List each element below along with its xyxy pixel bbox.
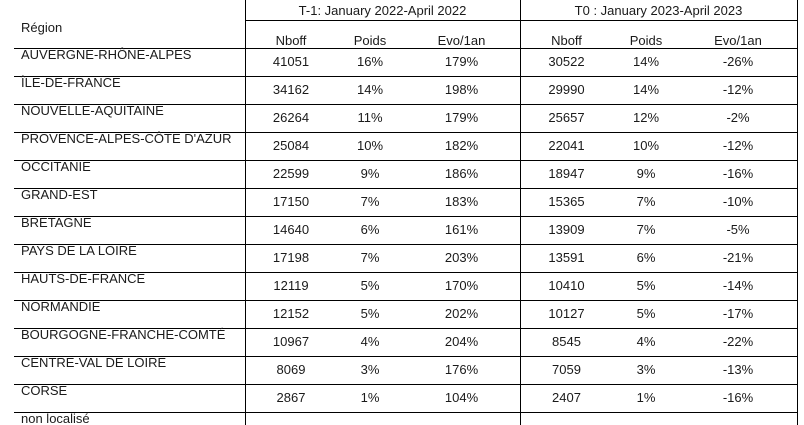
t1-poids-cell: 9% <box>360 166 380 181</box>
t1-poids-cell: 16% <box>356 54 384 69</box>
region-name: GRAND-EST <box>21 187 98 202</box>
t0-evo-cell: -12% <box>722 138 754 153</box>
t1-nboff-cell: 25084 <box>272 138 310 153</box>
t1-poids-cell: 5% <box>360 278 380 293</box>
t0-poids-cell: 5% <box>636 278 656 293</box>
t0-poids-cell: 3% <box>636 362 656 377</box>
column-divider <box>797 0 798 425</box>
t0-evo-cell: -16% <box>722 390 754 405</box>
t1-nboff-cell: 17150 <box>272 194 310 209</box>
region-name: CENTRE-VAL DE LOIRE <box>21 355 167 370</box>
row-divider <box>14 188 798 189</box>
t1-evo-cell: 161% <box>444 222 479 237</box>
row-divider <box>14 76 798 77</box>
t1-nboff-cell: 12119 <box>273 278 309 293</box>
t1-poids-cell: 6% <box>360 222 380 237</box>
t0-evo-cell: -16% <box>722 166 754 181</box>
period-t0-header: T0 : January 2023-April 2023 <box>574 3 743 18</box>
t0-evo-cell: -5% <box>726 222 750 237</box>
t1-nboff-cell: 12152 <box>272 306 310 321</box>
row-divider <box>14 384 798 385</box>
t1-poids-cell: 5% <box>360 306 380 321</box>
t1-evo-cell: 176% <box>444 362 479 377</box>
t1-evo-header: Evo/1an <box>437 33 486 48</box>
t0-poids-cell: 4% <box>636 334 656 349</box>
t0-evo-cell: -2% <box>726 110 750 125</box>
t1-evo-cell: 204% <box>444 334 479 349</box>
t1-poids-cell: 4% <box>360 334 380 349</box>
region-name: NOUVELLE-AQUITAINE <box>21 103 164 118</box>
t1-poids-cell: 7% <box>360 250 380 265</box>
region-column-header: Région <box>21 20 63 35</box>
t1-nboff-cell: 17198 <box>272 250 310 265</box>
t0-nboff-cell: 15365 <box>548 194 585 209</box>
t1-evo-cell: 202% <box>444 306 479 321</box>
region-name: BOURGOGNE-FRANCHE-COMTÉ <box>21 327 226 342</box>
region-name: NORMANDIE <box>21 299 101 314</box>
t1-evo-cell: 104% <box>444 390 479 405</box>
t0-evo-cell: -10% <box>722 194 754 209</box>
t0-poids-cell: 14% <box>632 54 660 69</box>
t0-nboff-cell: 29990 <box>548 82 585 97</box>
t0-poids-header: Poids <box>629 33 663 48</box>
period-t1-header: T-1: January 2022-April 2022 <box>298 3 467 18</box>
t1-nboff-cell: 14640 <box>272 222 310 237</box>
t1-evo-cell: 183% <box>444 194 479 209</box>
t0-nboff-cell: 13909 <box>548 222 585 237</box>
t0-evo-cell: -21% <box>722 250 754 265</box>
row-divider <box>14 412 798 413</box>
t0-evo-cell: -22% <box>722 334 754 349</box>
t0-nboff-cell: 25657 <box>548 110 585 125</box>
t0-evo-header: Evo/1an <box>714 33 762 48</box>
t0-poids-cell: 14% <box>632 82 660 97</box>
t1-evo-cell: 182% <box>444 138 479 153</box>
t0-nboff-cell: 18947 <box>548 166 585 181</box>
t1-nboff-cell: 26264 <box>272 110 310 125</box>
t0-nboff-cell: 30522 <box>548 54 585 69</box>
t1-poids-cell: 11% <box>357 110 383 125</box>
t0-poids-cell: 12% <box>632 110 660 125</box>
t1-poids-cell: 7% <box>360 194 380 209</box>
t0-poids-cell: 7% <box>636 194 656 209</box>
t1-poids-cell: 10% <box>356 138 384 153</box>
region-name: BRETAGNE <box>21 215 92 230</box>
t0-evo-cell: -14% <box>722 278 754 293</box>
t0-poids-cell: 10% <box>632 138 660 153</box>
row-divider <box>14 216 798 217</box>
region-name: HAUTS-DE-FRANCE <box>21 271 146 286</box>
t0-poids-cell: 5% <box>636 306 656 321</box>
t1-nboff-cell: 10967 <box>272 334 310 349</box>
t1-evo-cell: 198% <box>444 82 479 97</box>
t1-nboff-cell: 22599 <box>272 166 310 181</box>
region-name: OCCITANIE <box>21 159 91 174</box>
t0-evo-cell: -26% <box>722 54 754 69</box>
t1-nboff-cell: 8069 <box>276 362 306 377</box>
t1-poids-header: Poids <box>353 33 387 48</box>
t1-poids-cell: 3% <box>360 362 380 377</box>
row-divider <box>14 300 798 301</box>
t1-nboff-header: Nboff <box>275 33 307 48</box>
t1-poids-cell: 1% <box>360 390 380 405</box>
t1-nboff-cell: 2867 <box>276 390 306 405</box>
t0-poids-cell: 9% <box>636 166 656 181</box>
t1-evo-cell: 179% <box>444 54 479 69</box>
region-name: ÎLE-DE-FRANCE <box>21 75 121 90</box>
t0-nboff-cell: 2407 <box>552 390 581 405</box>
t1-nboff-cell: 41051 <box>272 54 310 69</box>
region-name: PROVENCE-ALPES-CÔTE D'AZUR <box>21 131 232 146</box>
region-name: CORSE <box>21 383 68 398</box>
t1-evo-cell: 170% <box>444 278 479 293</box>
t1-nboff-cell: 34162 <box>272 82 310 97</box>
t1-evo-cell: 186% <box>444 166 479 181</box>
region-name: non localisé <box>21 411 90 425</box>
t0-nboff-cell: 8545 <box>552 334 581 349</box>
t0-nboff-cell: 10410 <box>548 278 585 293</box>
t0-evo-cell: -17% <box>722 306 754 321</box>
t0-evo-cell: -13% <box>722 362 754 377</box>
header-divider <box>245 20 798 21</box>
t0-poids-cell: 1% <box>636 390 656 405</box>
t0-poids-cell: 6% <box>636 250 656 265</box>
t0-evo-cell: -12% <box>722 82 754 97</box>
t0-nboff-cell: 13591 <box>548 250 585 265</box>
t1-poids-cell: 14% <box>356 82 384 97</box>
t0-nboff-cell: 22041 <box>548 138 585 153</box>
t0-nboff-cell: 10127 <box>548 306 585 321</box>
t0-nboff-cell: 7059 <box>552 362 581 377</box>
t1-evo-cell: 203% <box>444 250 479 265</box>
t1-evo-cell: 179% <box>444 110 479 125</box>
row-divider <box>14 160 798 161</box>
t0-poids-cell: 7% <box>636 222 656 237</box>
region-name: PAYS DE LA LOIRE <box>21 243 137 258</box>
region-name: AUVERGNE-RHÔNE-ALPES <box>21 47 192 62</box>
t0-nboff-header: Nboff <box>551 33 582 48</box>
